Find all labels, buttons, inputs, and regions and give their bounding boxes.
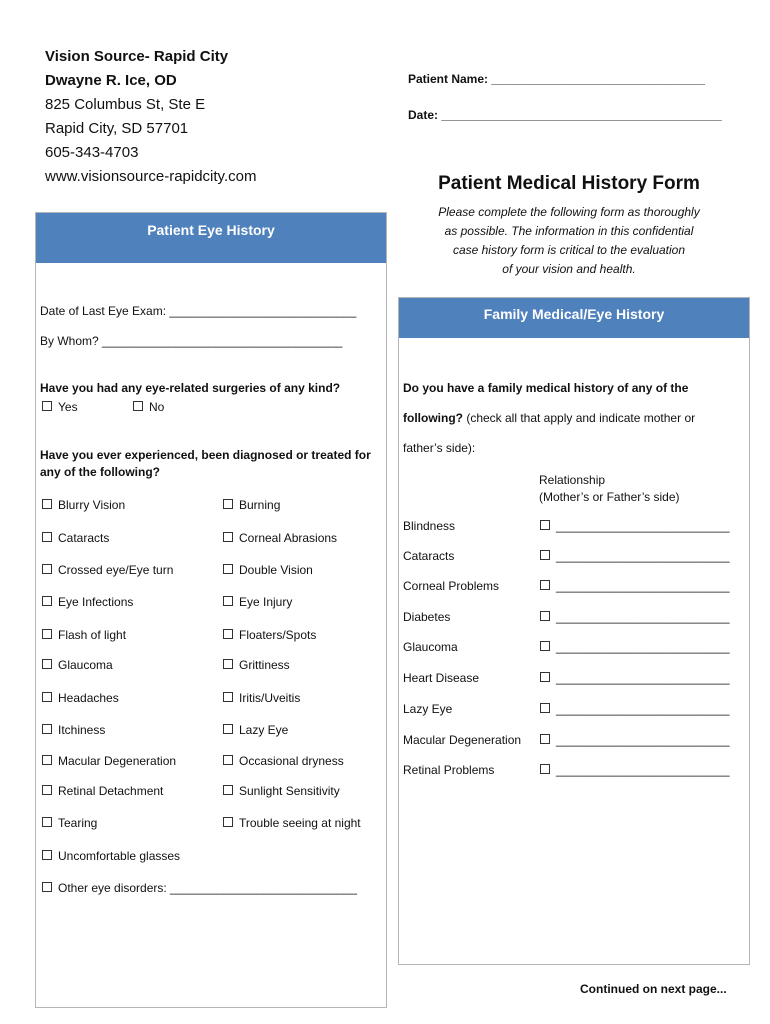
eye-condition-checkbox[interactable]	[223, 498, 280, 512]
family-condition-checkbox[interactable]	[540, 702, 730, 716]
family-condition-label: Heart Disease	[403, 671, 480, 685]
eye-condition-checkbox[interactable]	[42, 849, 180, 863]
eye-condition-label: Floaters/Spots	[239, 628, 317, 642]
checkbox-icon	[223, 629, 233, 639]
checkbox-icon	[223, 724, 233, 734]
last-exam-field[interactable]: Date of Last Eye Exam: ____________________________	[40, 304, 357, 318]
family-question-line: father’s side):	[403, 441, 476, 455]
checkbox-icon	[42, 596, 52, 606]
checkbox-icon	[223, 817, 233, 827]
relationship-blank[interactable]: __________________________	[556, 671, 730, 685]
family-condition-label: Retinal Problems	[403, 763, 495, 777]
eye-condition-checkbox[interactable]	[42, 498, 125, 512]
checkbox-icon	[42, 882, 52, 892]
conditions-question-line: Have you ever experienced, been diagnosed or treated for	[40, 448, 371, 462]
checkbox-icon	[223, 532, 233, 542]
instructions-line: case history form is critical to the evaluation	[452, 243, 686, 257]
relationship-blank[interactable]: __________________________	[556, 763, 730, 777]
eye-condition-label: Eye Injury	[239, 595, 293, 609]
eye-condition-checkbox[interactable]	[42, 531, 109, 545]
family-condition-checkbox[interactable]	[540, 671, 730, 685]
eye-condition-label: Burning	[239, 498, 281, 512]
patient-fields	[408, 70, 722, 142]
family-condition-label: Lazy Eye	[403, 702, 453, 716]
checkbox-icon	[42, 499, 52, 509]
eye-condition-label: Sunlight Sensitivity	[239, 784, 340, 798]
checkbox-icon	[223, 659, 233, 669]
eye-condition-checkbox[interactable]	[42, 816, 97, 830]
eye-condition-checkbox[interactable]	[223, 658, 290, 672]
instructions-line: Please complete the following form as thoroughly	[438, 205, 700, 219]
family-condition-checkbox[interactable]	[540, 610, 730, 624]
form-instructions	[398, 203, 740, 279]
eye-condition-checkbox[interactable]	[42, 723, 105, 737]
family-question-bold: following?	[403, 411, 463, 425]
eye-condition-checkbox[interactable]	[42, 754, 176, 768]
eye-condition-checkbox[interactable]	[223, 723, 288, 737]
checkbox-icon	[42, 785, 52, 795]
checkbox-icon	[42, 564, 52, 574]
eye-condition-checkbox[interactable]	[223, 816, 361, 830]
checkbox-icon	[540, 550, 550, 560]
practice-name: Vision Source- Rapid City	[45, 48, 229, 65]
eye-condition-label: Uncomfortable glasses	[58, 849, 181, 863]
relationship-blank[interactable]: __________________________	[556, 579, 730, 593]
eye-condition-checkbox[interactable]	[223, 628, 316, 642]
checkbox-icon	[133, 401, 143, 411]
checkbox-icon	[42, 401, 52, 411]
other-eye-disorders-label: Other eye disorders: ____________________________	[58, 881, 357, 895]
checkbox-icon	[42, 724, 52, 734]
eye-condition-label: Blurry Vision	[58, 498, 126, 512]
eye-condition-checkbox[interactable]	[223, 691, 300, 705]
family-question-line	[403, 411, 695, 425]
checkbox-icon	[223, 499, 233, 509]
no-label: No	[149, 400, 165, 414]
eye-condition-label: Occasional dryness	[239, 754, 344, 768]
eye-condition-checkbox[interactable]	[223, 784, 340, 798]
eye-condition-label: Grittiness	[239, 658, 290, 672]
checkbox-icon	[223, 692, 233, 702]
relationship-note: (Mother’s or Father’s side)	[539, 490, 680, 504]
eye-condition-label: Tearing	[58, 816, 98, 830]
conditions-question-line: any of the following?	[40, 465, 160, 479]
checkbox-icon	[540, 611, 550, 621]
doctor-name: Dwayne R. Ice, OD	[45, 72, 177, 89]
checkbox-icon	[42, 692, 52, 702]
family-condition-checkbox[interactable]	[540, 519, 730, 533]
checkbox-icon	[42, 850, 52, 860]
surgery-yes-checkbox[interactable]	[42, 400, 78, 414]
relationship-label: Relationship	[539, 473, 606, 487]
eye-condition-checkbox[interactable]	[223, 531, 337, 545]
eye-condition-checkbox[interactable]	[42, 628, 126, 642]
family-condition-checkbox[interactable]	[540, 640, 730, 654]
by-whom-field[interactable]: By Whom? ____________________________________	[40, 334, 343, 348]
eye-condition-label: Eye Infections	[58, 595, 134, 609]
family-condition-label: Glaucoma	[403, 640, 458, 654]
relationship-blank[interactable]: __________________________	[556, 733, 730, 747]
eye-condition-checkbox[interactable]	[223, 595, 292, 609]
checkbox-icon	[540, 672, 550, 682]
checkbox-icon	[42, 532, 52, 542]
yes-label: Yes	[58, 400, 78, 414]
relationship-blank[interactable]: __________________________	[556, 549, 730, 563]
checkbox-icon	[42, 659, 52, 669]
other-eye-disorders-checkbox[interactable]	[42, 881, 357, 895]
checkbox-icon	[223, 564, 233, 574]
eye-condition-checkbox[interactable]	[42, 691, 119, 705]
family-condition-label: Diabetes	[403, 610, 451, 624]
eye-condition-label: Iritis/Uveitis	[239, 691, 301, 705]
eye-condition-label: Corneal Abrasions	[239, 531, 338, 545]
family-condition-checkbox[interactable]	[540, 549, 730, 563]
practice-website: www.visionsource-rapidcity.com	[45, 168, 257, 185]
eye-condition-label: Cataracts	[58, 531, 110, 545]
eye-condition-label: Headaches	[58, 691, 119, 705]
family-history-panel	[398, 297, 750, 965]
checkbox-icon	[223, 755, 233, 765]
family-question-rest: (check all that apply and indicate mother or	[462, 411, 696, 425]
family-question-line: Do you have a family medical history of any of the	[403, 381, 689, 395]
eye-condition-label: Glaucoma	[58, 658, 113, 672]
checkbox-icon	[540, 580, 550, 590]
family-condition-label: Blindness	[403, 519, 456, 533]
eye-condition-label: Itchiness	[58, 723, 106, 737]
family-condition-checkbox[interactable]	[540, 579, 730, 593]
family-condition-label: Cataracts	[403, 549, 455, 563]
relationship-heading	[539, 472, 680, 506]
checkbox-icon	[540, 641, 550, 651]
checkbox-icon	[223, 785, 233, 795]
form-title: Patient Medical History Form	[438, 173, 700, 194]
practice-info	[45, 45, 256, 189]
family-condition-checkbox[interactable]	[540, 763, 730, 777]
checkbox-icon	[42, 755, 52, 765]
practice-street: 825 Columbus St, Ste E	[45, 96, 206, 113]
eye-condition-checkbox[interactable]	[42, 563, 173, 577]
checkbox-icon	[540, 734, 550, 744]
eye-condition-label: Flash of light	[58, 628, 127, 642]
practice-phone: 605-343-4703	[45, 144, 139, 161]
date-field[interactable]: Date: __________________________________________	[408, 108, 722, 122]
instructions-line: as possible. The information in this confidential	[444, 224, 694, 238]
eye-condition-checkbox[interactable]	[223, 563, 313, 577]
continued-note: Continued on next page...	[580, 982, 727, 996]
practice-city: Rapid City, SD 57701	[45, 120, 189, 137]
checkbox-icon	[42, 817, 52, 827]
family-condition-checkbox[interactable]	[540, 733, 730, 747]
checkbox-icon	[540, 703, 550, 713]
eye-condition-label: Crossed eye/Eye turn	[58, 563, 174, 577]
conditions-question	[40, 447, 371, 481]
checkbox-icon	[223, 596, 233, 606]
relationship-blank[interactable]: __________________________	[556, 640, 730, 654]
eye-history-header: Patient Eye History	[36, 213, 386, 263]
relationship-blank[interactable]: __________________________	[556, 519, 730, 533]
checkbox-icon	[42, 629, 52, 639]
eye-condition-label: Retinal Detachment	[58, 784, 164, 798]
family-condition-label: Corneal Problems	[403, 579, 500, 593]
surgery-question: Have you had any eye-related surgeries of any kind?	[40, 381, 341, 395]
eye-condition-label: Lazy Eye	[239, 723, 289, 737]
relationship-blank[interactable]: __________________________	[556, 702, 730, 716]
eye-condition-label: Macular Degeneration	[58, 754, 177, 768]
instructions-line: of your vision and health.	[502, 262, 636, 276]
eye-condition-label: Double Vision	[239, 563, 313, 577]
eye-condition-checkbox[interactable]	[42, 784, 163, 798]
checkbox-icon	[540, 764, 550, 774]
eye-condition-checkbox[interactable]	[42, 595, 133, 609]
checkbox-icon	[540, 520, 550, 530]
relationship-blank[interactable]: __________________________	[556, 610, 730, 624]
surgery-no-checkbox[interactable]	[133, 400, 164, 414]
patient-name-field[interactable]: Patient Name: ________________________________	[408, 72, 705, 86]
eye-condition-label: Trouble seeing at night	[239, 816, 361, 830]
eye-condition-checkbox[interactable]	[223, 754, 344, 768]
family-condition-label: Macular Degeneration	[403, 733, 522, 747]
eye-condition-checkbox[interactable]	[42, 658, 113, 672]
family-history-header: Family Medical/Eye History	[399, 298, 749, 338]
